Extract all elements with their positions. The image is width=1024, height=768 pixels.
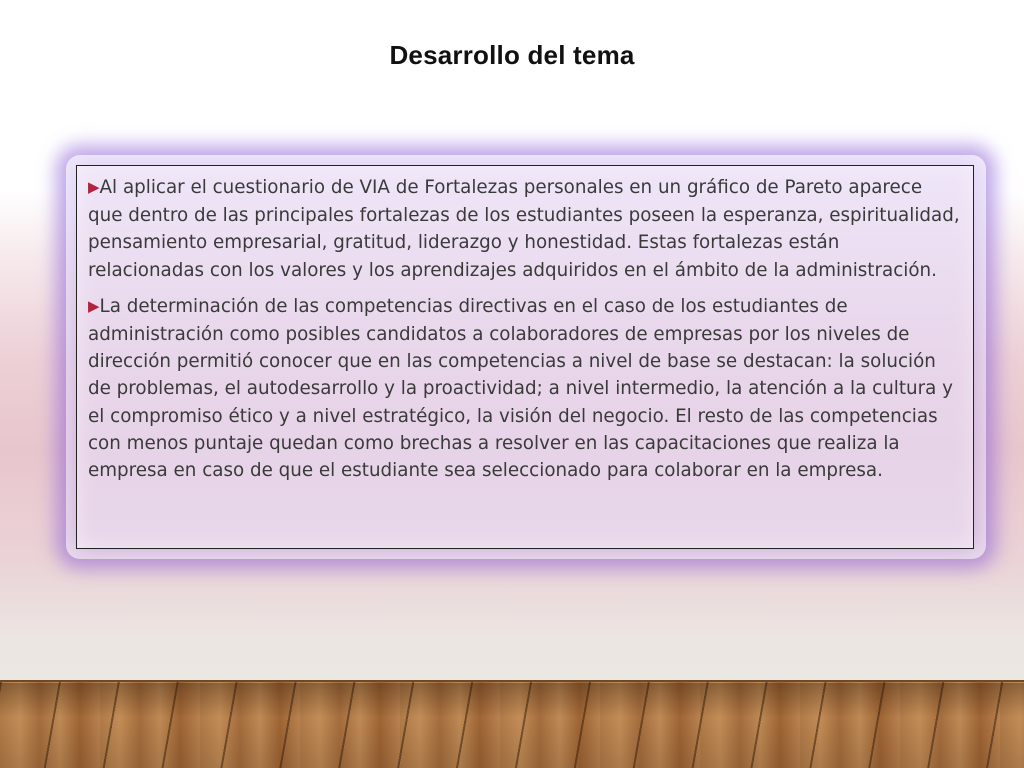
floor-shade <box>0 683 1024 768</box>
content-box <box>76 165 974 549</box>
paragraph-fortalezas <box>88 174 961 284</box>
paragraph-text: Al aplicar el cuestionario de VIA de Fortalezas personales en un gráfico de Pareto aparece que dentro de las principales fortalezas de los estudiantes poseen la esperanza, espiritualidad, pensamiento empresarial, gratitud, liderazgo y honestidad. Estas fortalezas están relacionadas con los valores y los aprendizajes adquiridos en el ámbito de la administración. <box>88 177 960 281</box>
paragraph-text: La determinación de las competencias directivas en el caso de los estudiantes de administración como posibles candidatos a colaboradores de empresas por los niveles de dirección permitió conocer que en las competencias a nivel de base se destacan: la solución de problemas, el autodesarrollo y la proactividad; a nivel intermedio, la atención a la cultura y el compromiso ético y a nivel estratégico, la visión del negocio. El resto de las competencias con menos puntaje quedan como brechas a resolver en las capacitaciones que realiza la empresa en caso de que el estudiante sea seleccionado para colaborar en la empresa. <box>88 295 953 482</box>
triangle-right-icon: ▶ <box>88 178 100 196</box>
triangle-right-icon: ▶ <box>88 296 100 315</box>
slide-title: Desarrollo del tema <box>389 40 635 70</box>
paragraph-competencias <box>88 293 961 484</box>
